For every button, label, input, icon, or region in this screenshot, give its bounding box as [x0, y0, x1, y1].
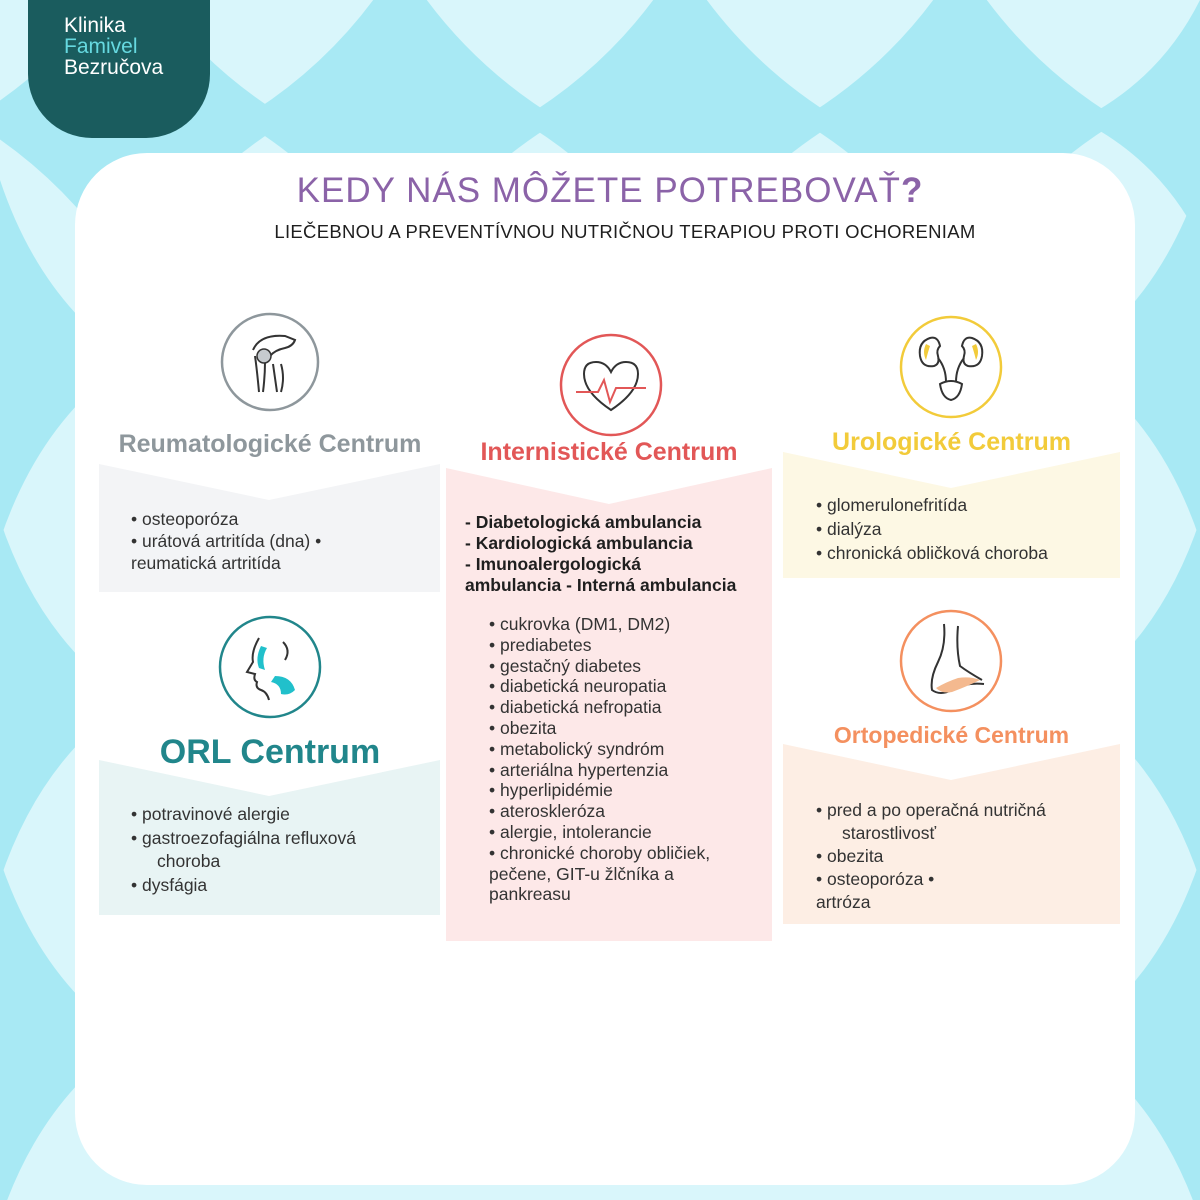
reumatologicke-title: Reumatologické Centrum	[118, 430, 422, 458]
list-item: • obezita	[489, 717, 557, 738]
list-item: • dysfágia	[131, 874, 208, 895]
list-item: • gastroezofagiálna refluxová	[131, 827, 357, 848]
internisticke-title: Internistické Centrum	[480, 438, 738, 466]
list-item: • urátová artritída (dna) •	[131, 531, 322, 551]
heart-icon	[556, 330, 666, 440]
reumatologicke-list	[131, 508, 321, 574]
list-item: • alergie, intolerancie	[489, 821, 652, 842]
list-item: artróza	[816, 892, 871, 912]
ambulance-item: - Diabetologická ambulancia	[465, 512, 702, 532]
list-item: • potravinové alergie	[131, 804, 290, 824]
list-item: • pred a po operačná nutričná	[816, 800, 1046, 820]
orl-list	[131, 803, 356, 897]
list-item: pečene, GIT-u žlčníka a	[489, 863, 674, 884]
list-item: reumatická artritída	[131, 553, 281, 573]
internisticke-ambulances	[465, 512, 736, 596]
ortopedicke-list	[816, 799, 1046, 914]
list-item: • hyperlipidémie	[489, 780, 613, 801]
kidneys-icon	[896, 312, 1006, 422]
list-item: choroba	[157, 851, 221, 871]
ortopedicke-title: Ortopedické Centrum	[833, 722, 1070, 748]
urologicke-list	[816, 493, 1048, 565]
list-item: • diabetická nefropatia	[489, 697, 662, 718]
list-item: • obezita	[816, 846, 884, 866]
list-item: • osteoporóza •	[816, 869, 935, 889]
list-item: • osteoporóza	[131, 509, 239, 529]
title-text: KEDY NÁS MÔŽETE POTREBOVAŤ	[296, 171, 901, 210]
page-subtitle: LIEČEBNOU A PREVENTÍVNOU NUTRIČNOU TERAPIOU PROTI OCHORENIAM	[274, 221, 976, 242]
ambulance-item: ambulancia - Interná ambulancia	[465, 575, 737, 595]
ambulance-item: - Imunoalergologická	[465, 554, 641, 574]
list-item: starostlivosť	[842, 823, 937, 843]
urologicke-title: Urologické Centrum	[832, 428, 1071, 456]
list-item: • chronická obličková choroba	[816, 543, 1048, 563]
logo-line-2: Famivel	[64, 35, 138, 58]
page-title	[75, 171, 1135, 211]
face-profile-icon	[215, 612, 325, 722]
logo-line-1: Klinika	[64, 14, 126, 37]
internisticke-list	[489, 614, 710, 905]
list-item: pankreasu	[489, 884, 571, 905]
logo-line-3: Bezručova	[64, 56, 164, 79]
orl-title: ORL Centrum	[159, 733, 381, 771]
ambulance-item: - Kardiologická ambulancia	[465, 533, 693, 553]
list-item: • ateroskleróza	[489, 801, 606, 822]
list-item: • gestačný diabetes	[489, 655, 642, 676]
list-item: • dialýza	[816, 519, 882, 539]
list-item: • chronické choroby obličiek,	[489, 842, 711, 863]
joint-icon	[215, 312, 325, 412]
list-item: • diabetická neuropatia	[489, 676, 667, 697]
foot-icon	[896, 606, 1006, 716]
clinic-logo[interactable]	[28, 0, 210, 138]
list-item: • prediabetes	[489, 634, 592, 655]
list-item: • metabolický syndróm	[489, 738, 665, 759]
list-item: • glomerulonefritída	[816, 495, 968, 515]
title-question-mark: ?	[900, 171, 924, 210]
list-item: • cukrovka (DM1, DM2)	[489, 614, 671, 634]
list-item: • arteriálna hypertenzia	[489, 759, 669, 780]
